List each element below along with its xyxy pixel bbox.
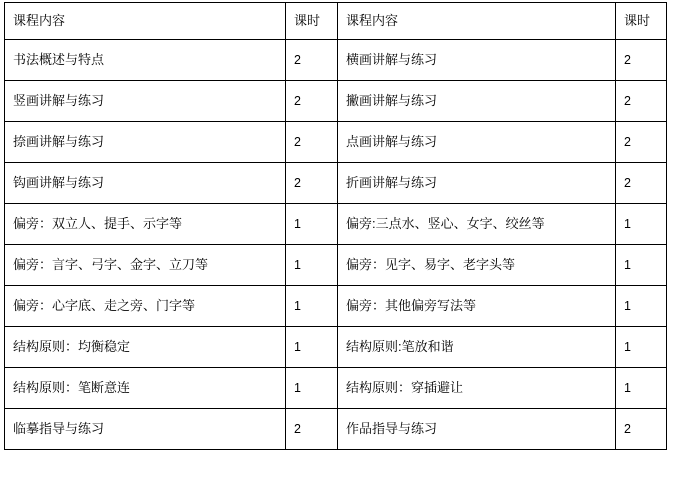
cell-content-left: 书法概述与特点	[5, 40, 286, 81]
cell-hours-right: 1	[616, 368, 667, 409]
cell-hours-left: 2	[286, 81, 338, 122]
table-row	[5, 245, 667, 286]
table-row	[5, 327, 667, 368]
cell-content-right: 偏旁:三点水、竖心、女字、绞丝等	[338, 204, 616, 245]
cell-content-right: 点画讲解与练习	[338, 122, 616, 163]
cell-hours-right: 2	[616, 122, 667, 163]
cell-hours-left: 1	[286, 245, 338, 286]
cell-hours-left: 1	[286, 286, 338, 327]
cell-content-right: 撇画讲解与练习	[338, 81, 616, 122]
cell-content-left: 捺画讲解与练习	[5, 122, 286, 163]
cell-hours-right: 1	[616, 245, 667, 286]
cell-content-right: 横画讲解与练习	[338, 40, 616, 81]
cell-content-right: 偏旁：其他偏旁写法等	[338, 286, 616, 327]
cell-hours-right: 2	[616, 409, 667, 450]
table-row	[5, 40, 667, 81]
cell-content-left: 临摹指导与练习	[5, 409, 286, 450]
table-row	[5, 204, 667, 245]
column-header-content-left: 课程内容	[5, 3, 286, 40]
cell-hours-left: 2	[286, 122, 338, 163]
table-row	[5, 122, 667, 163]
cell-content-left: 结构原则：笔断意连	[5, 368, 286, 409]
cell-hours-left: 2	[286, 40, 338, 81]
table-row	[5, 368, 667, 409]
cell-hours-left: 2	[286, 163, 338, 204]
cell-hours-left: 1	[286, 327, 338, 368]
table-header-row	[5, 3, 667, 40]
cell-content-left: 偏旁：心字底、走之旁、门字等	[5, 286, 286, 327]
table-row	[5, 163, 667, 204]
cell-content-right: 折画讲解与练习	[338, 163, 616, 204]
table-row	[5, 409, 667, 450]
cell-hours-right: 2	[616, 40, 667, 81]
cell-hours-right: 2	[616, 163, 667, 204]
cell-content-right: 作品指导与练习	[338, 409, 616, 450]
cell-content-right: 结构原则：穿插避让	[338, 368, 616, 409]
course-schedule-table	[4, 2, 667, 450]
table-row	[5, 81, 667, 122]
table-row	[5, 286, 667, 327]
column-header-hours-right: 课时	[616, 3, 667, 40]
cell-hours-left: 1	[286, 368, 338, 409]
cell-content-right: 结构原则:笔放和谐	[338, 327, 616, 368]
cell-content-left: 偏旁：言字、弓字、金字、立刀等	[5, 245, 286, 286]
cell-content-left: 结构原则：均衡稳定	[5, 327, 286, 368]
cell-hours-right: 1	[616, 327, 667, 368]
column-header-content-right: 课程内容	[338, 3, 616, 40]
column-header-hours-left: 课时	[286, 3, 338, 40]
cell-hours-left: 1	[286, 204, 338, 245]
cell-hours-right: 1	[616, 204, 667, 245]
document-page	[0, 2, 676, 484]
cell-hours-right: 2	[616, 81, 667, 122]
cell-content-left: 偏旁：双立人、提手、示字等	[5, 204, 286, 245]
cell-content-left: 钩画讲解与练习	[5, 163, 286, 204]
cell-hours-left: 2	[286, 409, 338, 450]
cell-content-right: 偏旁：见字、易字、老字头等	[338, 245, 616, 286]
cell-hours-right: 1	[616, 286, 667, 327]
cell-content-left: 竖画讲解与练习	[5, 81, 286, 122]
